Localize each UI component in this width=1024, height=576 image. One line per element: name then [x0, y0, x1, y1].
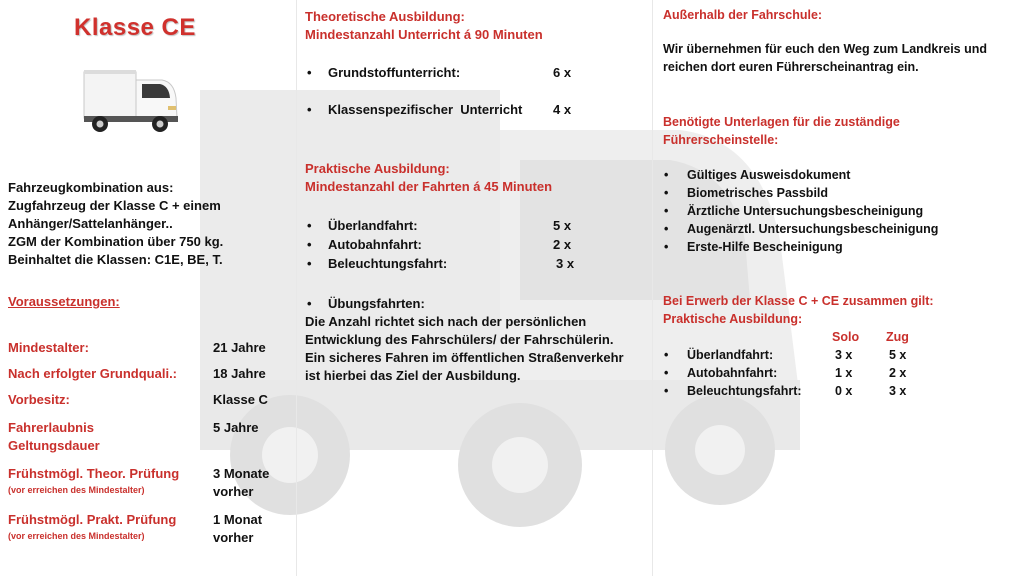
exercise-text: Die Anzahl richtet sich nach der persönlichen Entwicklung des Fahrschülers/ der Fahrschülerin. Ein sicheres Fahren im öffentlichen Straßenverkehr ist hierbei das Ziel der Ausbildung. — [305, 314, 624, 383]
combined-row-solo: 3 x — [835, 348, 853, 362]
combined-row-zug: 2 x — [889, 366, 907, 380]
req-label-theory-exam: Frühstmögl. Theor. Prüfung — [8, 466, 180, 481]
outside-text: Wir übernehmen für euch den Weg zum Landkreis und reichen dort euren Führerscheinantrag ein. — [663, 42, 987, 74]
bullet-icon: • — [664, 240, 669, 254]
bullet-icon: • — [307, 218, 312, 233]
theory-item-count: 6 x — [553, 65, 572, 80]
document-item: Biometrisches Passbild — [687, 186, 829, 200]
req-value-geltungsdauer: 5 Jahre — [213, 420, 259, 435]
bullet-icon: • — [664, 168, 669, 182]
combined-row-label: Überlandfahrt: — [687, 348, 774, 362]
req-note-practical-exam: (vor erreichen des Mindestalter) — [8, 531, 145, 541]
truck-icon — [80, 66, 182, 136]
bullet-icon: • — [664, 348, 669, 362]
intro-text: Fahrzeugkombination aus: Zugfahrzeug der Klasse C + einem Anhänger/Sattelanhänger.. ZGM der Kombination über 750 kg. Beinhaltet die Klassen: C1E, BE, T. — [8, 180, 224, 267]
practice-item-label: Beleuchtungsfahrt: — [328, 256, 448, 271]
theory-heading: Theoretische Ausbildung: Mindestanzahl Unterricht á 90 Minuten — [305, 9, 543, 42]
req-label-grundquali: Nach erfolgter Grundquali.: — [8, 366, 178, 381]
column-divider — [296, 0, 297, 576]
req-value-vorbesitz: Klasse C — [213, 392, 268, 407]
req-label-age: Mindestalter: — [8, 340, 89, 355]
combined-row-zug: 5 x — [889, 348, 907, 362]
req-label-vorbesitz: Vorbesitz: — [8, 392, 70, 407]
practice-item-label: Überlandfahrt: — [328, 218, 418, 233]
outside-heading: Außerhalb der Fahrschule: — [663, 8, 823, 22]
bullet-icon: • — [664, 384, 669, 398]
document-item: Gültiges Ausweisdokument — [687, 168, 851, 182]
req-value-grundquali: 18 Jahre — [213, 366, 266, 381]
practice-item-label: Autobahnfahrt: — [328, 237, 422, 252]
combined-row-label: Beleuchtungsfahrt: — [687, 384, 802, 398]
bullet-icon: • — [307, 296, 312, 311]
column-header-solo: Solo — [832, 330, 860, 344]
combined-row-zug: 3 x — [889, 384, 907, 398]
req-value-theory-exam: 3 Monate vorher — [213, 466, 270, 499]
bullet-icon: • — [664, 204, 669, 218]
practice-heading: Praktische Ausbildung: Mindestanzahl der Fahrten á 45 Minuten — [305, 161, 553, 194]
practice-item-count: 3 x — [556, 256, 575, 271]
combined-heading: Bei Erwerb der Klasse C + CE zusammen gilt: Praktische Ausbildung: — [663, 294, 934, 326]
bullet-icon: • — [664, 186, 669, 200]
bullet-icon: • — [307, 102, 312, 117]
req-label-practical-exam: Frühstmögl. Prakt. Prüfung — [8, 512, 177, 527]
theory-item-count: 4 x — [553, 102, 572, 117]
bullet-icon: • — [307, 65, 312, 80]
page-title: Klasse CE — [74, 14, 196, 41]
column-header-zug: Zug — [886, 330, 909, 344]
bullet-icon: • — [307, 256, 312, 271]
combined-row-solo: 1 x — [835, 366, 853, 380]
practice-item-count: 2 x — [553, 237, 572, 252]
combined-row-solo: 0 x — [835, 384, 853, 398]
exercise-label: Übungsfahrten: — [328, 296, 425, 311]
req-note-theory-exam: (vor erreichen des Mindestalter) — [8, 485, 145, 495]
documents-heading: Benötigte Unterlagen für die zuständige Führerscheinstelle: — [663, 115, 900, 147]
req-label-geltungsdauer: Fahrerlaubnis Geltungsdauer — [8, 420, 100, 453]
req-value-age: 21 Jahre — [213, 340, 266, 355]
document-item: Augenärztl. Untersuchungsbescheinigung — [687, 222, 939, 236]
practice-item-count: 5 x — [553, 218, 572, 233]
theory-item-label: Klassenspezifischer Unterricht — [328, 102, 523, 117]
combined-row-label: Autobahnfahrt: — [687, 366, 778, 380]
bullet-icon: • — [307, 237, 312, 252]
document-item: Ärztliche Untersuchungsbescheinigung — [687, 204, 924, 218]
req-value-practical-exam: 1 Monat vorher — [213, 512, 263, 545]
column-divider — [652, 0, 653, 576]
requirements-heading: Voraussetzungen: — [8, 294, 120, 309]
bullet-icon: • — [664, 222, 669, 236]
theory-item-label: Grundstoffunterricht: — [328, 65, 461, 80]
document-item: Erste-Hilfe Bescheinigung — [687, 240, 843, 254]
bullet-icon: • — [664, 366, 669, 380]
